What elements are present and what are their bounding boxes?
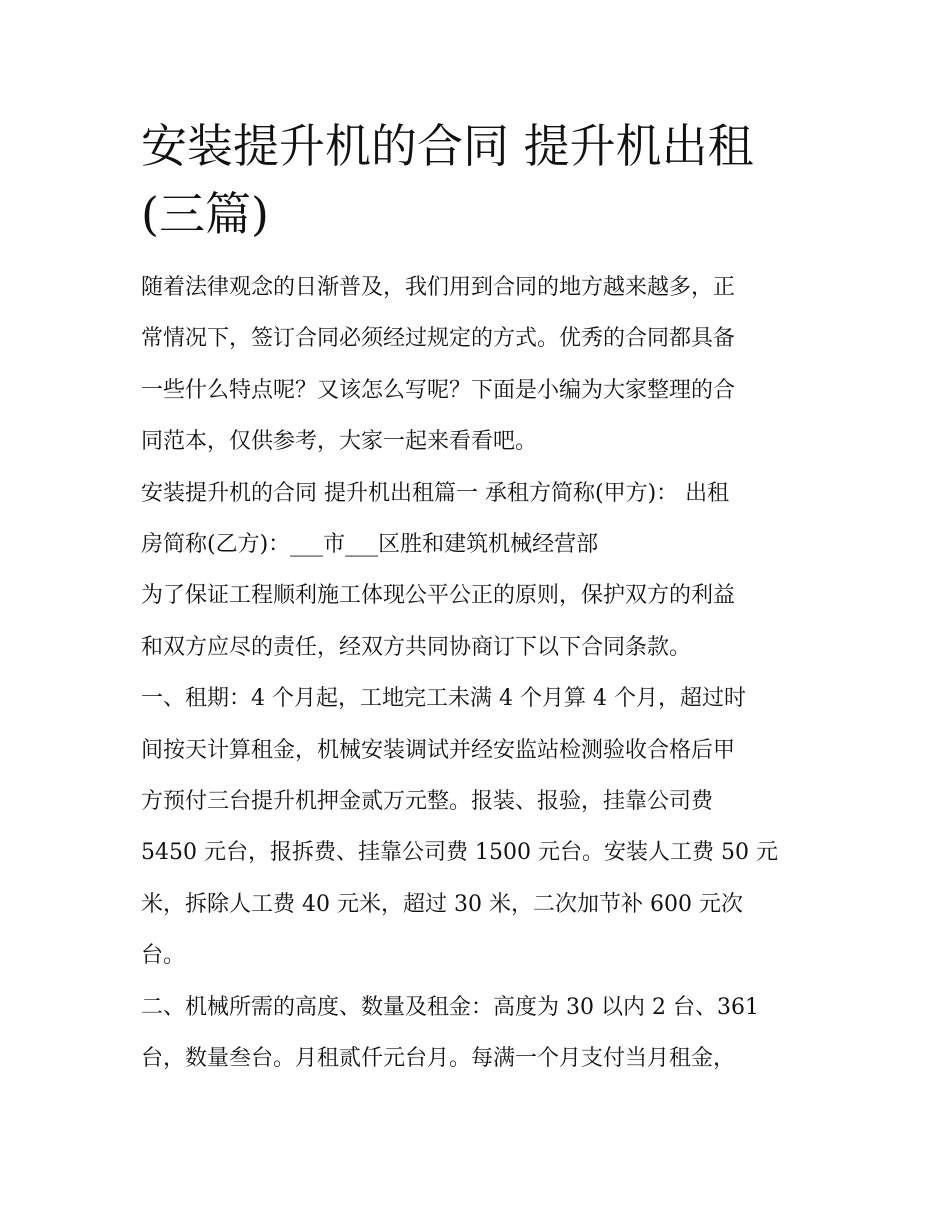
text-line: 和双方应尽的责任，经双方共同协商订下以下合同条款。	[141, 634, 692, 660]
text-line: 同范本，仅供参考，大家一起来看看吧。	[141, 429, 538, 455]
text-line: 二、机械所需的高度、数量及租金：高度为 30 以内 2 台、361	[141, 994, 759, 1020]
text-line: 为了保证工程顺利施工体现公平公正的原则，保护双方的利益	[141, 583, 736, 609]
text-line: 常情况下，签订合同必须经过规定的方式。优秀的合同都具备	[141, 326, 736, 352]
text-line: 台，数量叁台。月租贰仟元台月。每满一个月支付当月租金，	[141, 1046, 736, 1072]
text-line: 一些什么特点呢？又该怎么写呢？下面是小编为大家整理的合	[141, 377, 736, 403]
paragraph-clause-2	[141, 982, 813, 1085]
text-line: 一、租期：4 个月起，工地完工未满 4 个月算 4 个月，超过时	[141, 686, 746, 712]
text-line: 台。	[141, 943, 186, 969]
paragraph-intro	[141, 262, 813, 468]
text-line: 安装提升机的合同 提升机出租篇一 承租方简称(甲方)： 出租	[141, 480, 730, 506]
text-line: 随着法律观念的日渐普及，我们用到合同的地方越来越多，正	[141, 275, 736, 300]
document-content	[141, 112, 813, 1085]
title-line: 安装提升机的合同 提升机出租	[141, 119, 754, 173]
document-title	[141, 112, 813, 248]
paragraph-clause-1	[141, 673, 813, 981]
title-line: (三篇)	[141, 187, 269, 241]
document-body	[141, 262, 813, 1085]
text-line: 房简称(乙方)：___市___区胜和建筑机械经营部	[141, 532, 599, 558]
text-line: 5450 元台，报拆费、挂靠公司费 1500 元台。安装人工费 50 元	[141, 840, 778, 866]
paragraph-parties	[141, 468, 813, 571]
text-line: 方预付三台提升机押金贰万元整。报装、报验，挂靠公司费	[141, 789, 714, 815]
text-line: 间按天计算租金，机械安装调试并经安监站检测验收合格后甲	[141, 737, 736, 763]
text-line: 米，拆除人工费 40 元米，超过 30 米，二次加节补 600 元次	[141, 891, 743, 917]
paragraph-purpose	[141, 570, 813, 673]
